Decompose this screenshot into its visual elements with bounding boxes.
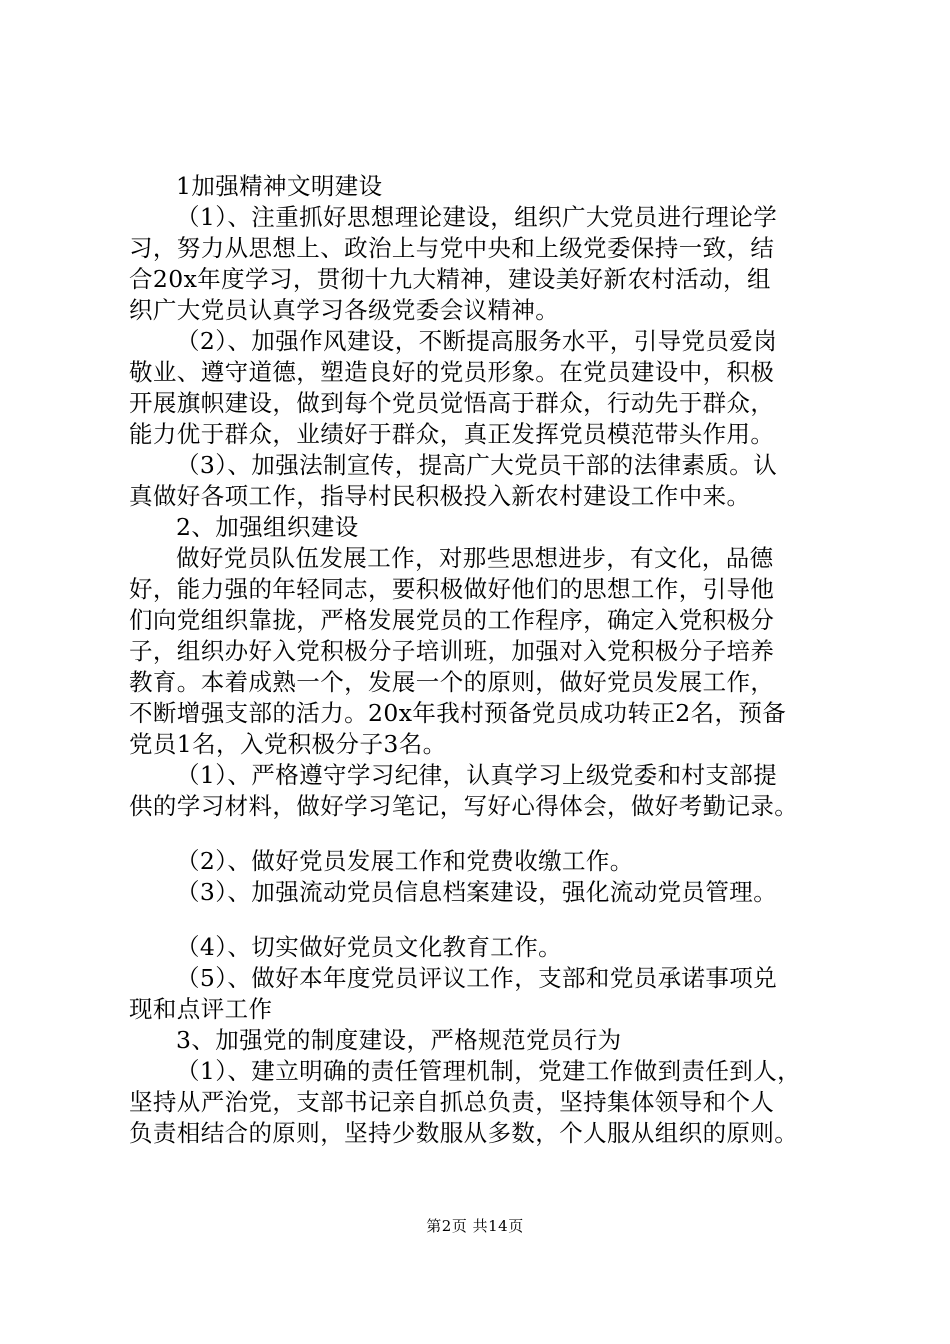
paragraph-2-5-line-1: （5）、做好本年度党员评议工作，支部和党员承诺事项兑 xyxy=(176,964,778,992)
paragraph-1-1-line-2: 习，努力从思想上、政治上与党中央和上级党委保持一致，结 xyxy=(129,234,775,262)
paragraph-2-1-line-1: （1）、严格遵守学习纪律，认真学习上级党委和村支部提 xyxy=(176,761,778,789)
paragraph-3-1-line-3: 负责相结合的原则，坚持少数服从多数，个人服从组织的原则。 xyxy=(129,1119,799,1147)
paragraph-2-intro-line-1: 做好党员队伍发展工作，对那些思想进步，有文化，品德 xyxy=(176,544,774,572)
paragraph-2-intro-line-2: 好，能力强的年轻同志，要积极做好他们的思想工作，引导他 xyxy=(129,575,775,603)
paragraph-1-3-line-1: （3）、加强法制宣传，提高广大党员干部的法律素质。认 xyxy=(176,451,778,479)
paragraph-2-5-line-2: 现和点评工作 xyxy=(129,995,273,1023)
paragraph-2-2: （2）、做好党员发展工作和党费收缴工作。 xyxy=(176,847,634,875)
paragraph-2-4: （4）、切实做好党员文化教育工作。 xyxy=(176,933,563,961)
page-number-footer: 第2页 共14页 xyxy=(426,1217,524,1235)
paragraph-2-intro-line-4: 子，组织办好入党积极分子培训班，加强对入党积极分子培养 xyxy=(129,637,775,665)
paragraph-1-1-line-4: 织广大党员认真学习各级党委会议精神。 xyxy=(129,296,560,324)
paragraph-1-1-line-3: 合20x年度学习，贯彻十九大精神，建设美好新农村活动，组 xyxy=(129,265,771,293)
section-heading-2: 2、加强组织建设 xyxy=(176,513,359,541)
paragraph-1-2-line-3: 开展旗帜建设，做到每个党员觉悟高于群众，行动先于群众， xyxy=(129,389,775,417)
section-heading-1: 1加强精神文明建设 xyxy=(176,172,383,200)
paragraph-1-3-line-2: 真做好各项工作，指导村民积极投入新农村建设工作中来。 xyxy=(129,482,751,510)
paragraph-1-2-line-1: （2）、加强作风建设，不断提高服务水平，引导党员爱岗 xyxy=(176,327,778,355)
paragraph-2-intro-line-5: 教育。本着成熟一个，发展一个的原则，做好党员发展工作， xyxy=(129,668,775,696)
paragraph-3-1-line-2: 坚持从严治党，支部书记亲自抓总负责，坚持集体领导和个人 xyxy=(129,1088,775,1116)
paragraph-1-2-line-4: 能力优于群众，业绩好于群众，真正发挥党员模范带头作用。 xyxy=(129,420,775,448)
section-heading-3: 3、加强党的制度建设，严格规范党员行为 xyxy=(176,1026,622,1054)
paragraph-2-3: （3）、加强流动党员信息档案建设，强化流动党员管理。 xyxy=(176,878,778,906)
paragraph-3-1-line-1: （1）、建立明确的责任管理机制，党建工作做到责任到人， xyxy=(176,1057,802,1085)
paragraph-1-1-line-1: （1）、注重抓好思想理论建设，组织广大党员进行理论学 xyxy=(176,203,778,231)
paragraph-1-2-line-2: 敬业、遵守道德，塑造良好的党员形象。在党员建设中，积极 xyxy=(129,358,775,386)
paragraph-2-1-line-2: 供的学习材料，做好学习笔记，写好心得体会，做好考勤记录。 xyxy=(129,792,799,820)
paragraph-2-intro-line-3: 们向党组织靠拢，严格发展党员的工作程序，确定入党积极分 xyxy=(129,606,775,634)
paragraph-2-intro-line-7: 党员1名，入党积极分子3名。 xyxy=(129,730,447,758)
paragraph-2-intro-line-6: 不断增强支部的活力。20x年我村预备党员成功转正2名，预备 xyxy=(129,699,787,727)
